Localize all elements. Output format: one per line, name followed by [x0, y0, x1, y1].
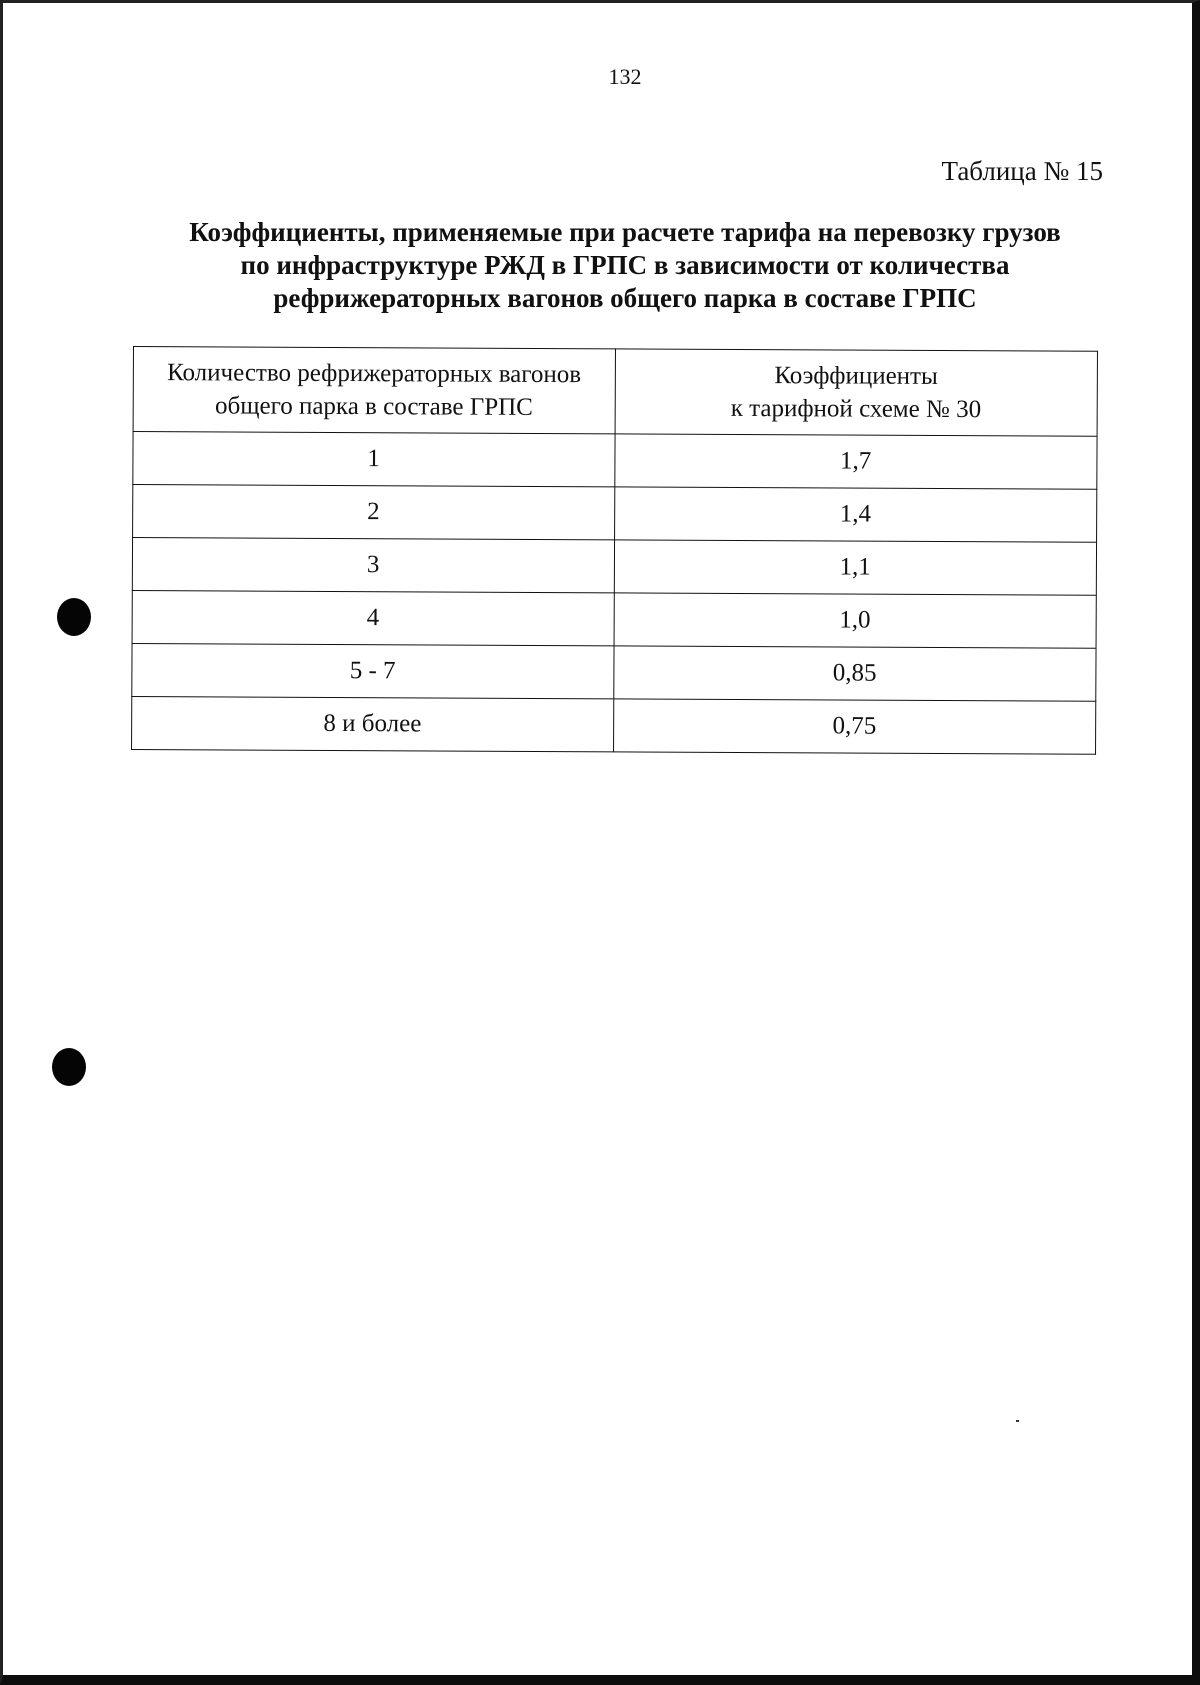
heading-line: по инфраструктуре РЖД в ГРПС в зависимости от количества [240, 250, 1010, 280]
header-text-line: Количество рефрижераторных вагонов [167, 359, 582, 389]
header-text-line: общего парка в составе ГРПС [214, 392, 533, 421]
coefficient-cell: 0,85 [613, 646, 1096, 701]
scan-speck [1016, 1420, 1019, 1422]
header-text-line: Коэффициенты [774, 362, 938, 390]
column-header-coefficients [615, 349, 1098, 436]
wagon-count-cell: 5 - 7 [132, 643, 614, 698]
table-header-row [133, 347, 1097, 437]
coefficient-cell: 1,7 [614, 434, 1097, 489]
table-row [132, 590, 1096, 648]
coefficients-table [131, 346, 1098, 755]
column-header-wagon-count [133, 347, 615, 434]
page-number: 132 [608, 64, 642, 89]
wagon-count-cell: 2 [133, 485, 615, 540]
heading-line: Коэффициенты, применяемые при расчете тарифа на перевозку грузов [189, 217, 1061, 247]
table-label: Таблица № 15 [941, 156, 1103, 186]
wagon-count-cell: 3 [132, 538, 614, 593]
coefficient-cell: 1,0 [614, 593, 1097, 648]
coefficient-cell: 0,75 [613, 699, 1096, 754]
table-row [132, 643, 1096, 701]
wagon-count-cell: 8 и более [132, 696, 614, 751]
wagon-count-cell: 1 [133, 432, 615, 487]
heading-line: рефрижераторных вагонов общего парка в составе ГРПС [273, 283, 977, 313]
table-heading [150, 216, 1100, 315]
coefficient-cell: 1,4 [614, 487, 1097, 542]
table-row [133, 485, 1097, 543]
header-text-line: к тарифной схеме № 30 [730, 394, 982, 424]
table-row [132, 696, 1096, 754]
table-row [132, 538, 1096, 596]
punch-hole [57, 598, 91, 636]
punch-hole [52, 1048, 86, 1086]
table-row [133, 432, 1097, 490]
coefficient-cell: 1,1 [614, 540, 1097, 595]
wagon-count-cell: 4 [132, 590, 614, 645]
